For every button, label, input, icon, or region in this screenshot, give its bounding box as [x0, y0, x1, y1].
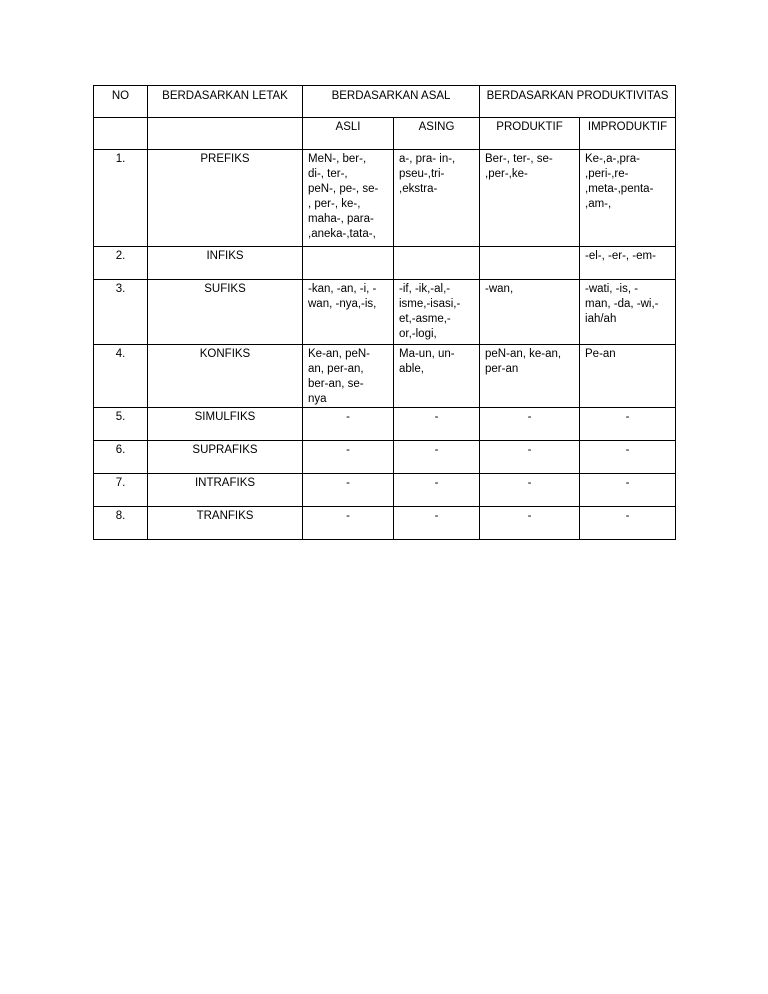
row-asli — [303, 247, 393, 249]
row-asli: - — [346, 510, 350, 522]
header-empty-no — [94, 118, 148, 150]
row-improduktif: - — [625, 477, 630, 489]
row-asli: Ke-an, peN- an, per-an, ber-an, se- nya — [308, 348, 371, 405]
row-asli: -kan, -an, -i, - wan, -nya,-is, — [308, 283, 377, 310]
row-no: 8. — [115, 510, 126, 522]
row-asing: -if, -ik,-al,- isme,-isasi,- et,-asme,- or,-logi, — [399, 283, 461, 340]
row-asing: - — [434, 510, 439, 522]
row-no: 4. — [115, 348, 126, 360]
table-row — [94, 408, 676, 441]
table-row — [94, 345, 676, 408]
row-produktif — [480, 247, 579, 249]
row-asli: - — [346, 477, 350, 489]
header-empty-letak — [148, 118, 303, 150]
header-asing: ASING — [394, 118, 480, 150]
header-produktivitas: BERDASARKAN PRODUKTIVITAS — [480, 86, 676, 118]
row-improduktif: -el-, -er-, -em- — [585, 250, 656, 262]
row-letak: KONFIKS — [199, 348, 251, 360]
row-letak: INFIKS — [206, 250, 244, 262]
header-row-2 — [94, 118, 676, 150]
table-row — [94, 247, 676, 280]
row-asing: - — [434, 411, 439, 423]
header-letak: BERDASARKAN LETAK — [148, 86, 303, 118]
row-letak: TRANFIKS — [196, 510, 254, 522]
table-row — [94, 474, 676, 507]
row-letak: SUFIKS — [204, 283, 246, 295]
row-improduktif: - — [625, 411, 630, 423]
row-improduktif: Ke-,a-,pra- ,peri-,re- ,meta-,penta- ,am-, — [585, 153, 654, 210]
row-asing — [394, 247, 479, 249]
row-letak: SUPRAFIKS — [192, 444, 258, 456]
row-no: 3. — [115, 283, 126, 295]
row-asli: - — [346, 411, 350, 423]
table-row — [94, 441, 676, 474]
row-improduktif: - — [625, 444, 630, 456]
header-no: NO — [94, 86, 148, 118]
affix-table — [93, 85, 676, 540]
table-row — [94, 280, 676, 345]
row-no: 2. — [115, 250, 126, 262]
row-produktif: -wan, — [485, 283, 514, 295]
row-improduktif: - — [625, 510, 630, 522]
row-asing: a-, pra- in-, pseu-,tri- ,ekstra- — [399, 153, 456, 195]
row-produktif: peN-an, ke-an, per-an — [485, 348, 562, 375]
row-produktif: - — [527, 477, 532, 489]
row-no: 1. — [115, 153, 126, 165]
row-produktif: - — [527, 444, 532, 456]
row-improduktif: -wati, -is, - man, -da, -wi,- iah/ah — [585, 283, 659, 325]
header-asal: BERDASARKAN ASAL — [303, 86, 480, 118]
row-improduktif: Pe-an — [585, 348, 616, 360]
row-asing: Ma-un, un- able, — [399, 348, 455, 375]
row-produktif: - — [527, 411, 532, 423]
row-produktif: - — [527, 510, 532, 522]
row-asli: - — [346, 444, 350, 456]
row-asing: - — [434, 444, 439, 456]
table-row — [94, 507, 676, 540]
table-row — [94, 150, 676, 247]
row-produktif: Ber-, ter-, se- ,per-,ke- — [485, 153, 553, 180]
header-row-1 — [94, 86, 676, 118]
row-asli: MeN-, ber-, di-, ter-, peN-, pe-, se- , per-, ke-, maha-, para- ,aneka-,tata-, — [308, 153, 379, 240]
row-letak: SIMULFIKS — [194, 411, 256, 423]
row-no: 5. — [115, 411, 126, 423]
row-letak: INTRAFIKS — [194, 477, 256, 489]
header-asli: ASLI — [303, 118, 394, 150]
header-produktif: PRODUKTIF — [480, 118, 580, 150]
row-no: 6. — [115, 444, 126, 456]
row-letak: PREFIKS — [200, 153, 250, 165]
row-asing: - — [434, 477, 439, 489]
header-improduktif: IMPRODUKTIF — [580, 118, 676, 150]
row-no: 7. — [115, 477, 126, 489]
